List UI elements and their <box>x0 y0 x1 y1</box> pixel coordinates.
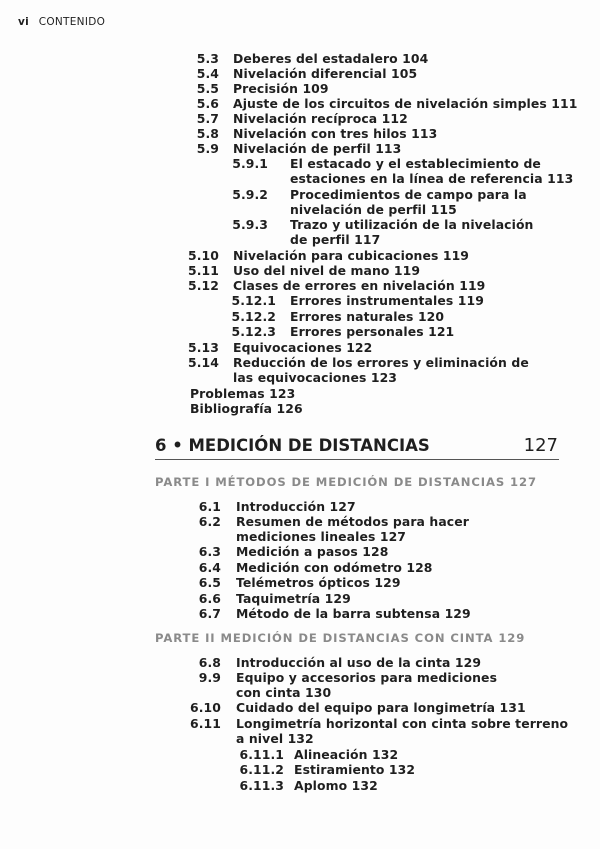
section-title: Errores naturales 120 <box>290 309 445 324</box>
section-title: Nivelación de perfil 113 <box>233 141 402 156</box>
section-title: Clases de errores en nivelación 119 <box>233 278 486 293</box>
section-title: Resumen de métodos para hacer <box>236 514 469 529</box>
section-number: 5.4 <box>196 66 219 81</box>
section-title: Procedimientos de campo para la <box>290 187 527 202</box>
section-title: Alineación 132 <box>294 747 399 762</box>
section-title: de perfil 117 <box>290 232 381 247</box>
section-number: 6.11.3 <box>239 778 284 793</box>
section-title: Medición a pasos 128 <box>236 544 389 559</box>
section-number: 5.12 <box>188 278 219 293</box>
section-title: Longimetría horizontal con cinta sobre terreno <box>236 716 569 731</box>
section-number: 6.5 <box>198 575 221 590</box>
running-head: CONTENIDO <box>38 16 106 28</box>
page-header <box>18 16 105 28</box>
section-title: mediciones lineales 127 <box>236 529 407 544</box>
section-title: Introducción 127 <box>236 499 356 514</box>
section-number: 6.3 <box>198 544 221 559</box>
section-number: 5.6 <box>196 96 219 111</box>
section-title: a nivel 132 <box>236 731 314 746</box>
section-number: 5.3 <box>196 51 219 66</box>
section-title: Errores instrumentales 119 <box>290 293 484 308</box>
section-title: Problemas 123 <box>190 386 296 401</box>
section-title: Medición con odómetro 128 <box>236 560 433 575</box>
section-title: estaciones en la línea de referencia 113 <box>290 171 574 186</box>
part-2-heading: PARTE II MEDICIÓN DE DISTANCIAS CON CINTA 129 <box>155 631 526 645</box>
section-number: 6.8 <box>198 655 221 670</box>
section-title: Uso del nivel de mano 119 <box>233 263 421 278</box>
section-title: Nivelación recíproca 112 <box>233 111 408 126</box>
section-title: Estiramiento 132 <box>294 762 416 777</box>
section-title: nivelación de perfil 115 <box>290 202 457 217</box>
page-number: vi <box>18 16 30 28</box>
section-number: 6.11.2 <box>239 762 284 777</box>
section-number: 5.9.1 <box>232 156 268 171</box>
section-title: Trazo y utilización de la nivelación <box>290 217 534 232</box>
section-number: 9.9 <box>198 670 221 685</box>
section-title: con cinta 130 <box>236 685 332 700</box>
section-title: Equipo y accesorios para mediciones <box>236 670 498 685</box>
section-title: Nivelación diferencial 105 <box>233 66 418 81</box>
chapter-rule <box>155 459 559 460</box>
section-title: Método de la barra subtensa 129 <box>236 606 471 621</box>
section-title: Nivelación con tres hilos 113 <box>233 126 438 141</box>
section-number: 5.10 <box>188 248 219 263</box>
section-title: las equivocaciones 123 <box>233 370 398 385</box>
section-title: El estacado y el establecimiento de <box>290 156 541 171</box>
section-number: 5.9.2 <box>232 187 268 202</box>
chapter-title: 6 • MEDICIÓN DE DISTANCIAS <box>155 436 430 455</box>
section-number: 5.11 <box>188 263 219 278</box>
chapter-6-heading <box>155 436 558 456</box>
section-title: Reducción de los errores y eliminación de <box>233 355 529 370</box>
section-title: Errores personales 121 <box>290 324 455 339</box>
section-title: Aplomo 132 <box>294 778 378 793</box>
section-title: Deberes del estadalero 104 <box>233 51 429 66</box>
section-number: 6.10 <box>190 700 221 715</box>
section-title: Taquimetría 129 <box>236 591 351 606</box>
section-title: Equivocaciones 122 <box>233 340 373 355</box>
section-number: 6.6 <box>198 591 221 606</box>
section-number: 6.4 <box>198 560 221 575</box>
section-number: 5.12.3 <box>231 324 276 339</box>
section-title: Telémetros ópticos 129 <box>236 575 401 590</box>
part-1-heading: PARTE I MÉTODOS DE MEDICIÓN DE DISTANCIAS 127 <box>155 475 537 489</box>
section-number: 6.11 <box>190 716 221 731</box>
section-number: 5.14 <box>188 355 219 370</box>
section-title: Introducción al uso de la cinta 129 <box>236 655 482 670</box>
section-number: 6.2 <box>198 514 221 529</box>
section-number: 6.11.1 <box>239 747 284 762</box>
section-number: 5.9.3 <box>232 217 268 232</box>
section-number: 5.13 <box>188 340 219 355</box>
section-number: 6.1 <box>198 499 221 514</box>
section-number: 5.9 <box>196 141 219 156</box>
section-number: 5.12.1 <box>231 293 276 308</box>
section-number: 5.8 <box>196 126 219 141</box>
section-title: Nivelación para cubicaciones 119 <box>233 248 470 263</box>
section-title: Bibliografía 126 <box>190 401 303 416</box>
section-number: 5.7 <box>196 111 219 126</box>
chapter-page: 127 <box>523 435 558 456</box>
section-title: Cuidado del equipo para longimetría 131 <box>236 700 526 715</box>
section-number: 5.12.2 <box>231 309 276 324</box>
section-title: Ajuste de los circuitos de nivelación simples 111 <box>233 96 578 111</box>
section-number: 5.5 <box>196 81 219 96</box>
section-title: Precisión 109 <box>233 81 329 96</box>
section-number: 6.7 <box>198 606 221 621</box>
